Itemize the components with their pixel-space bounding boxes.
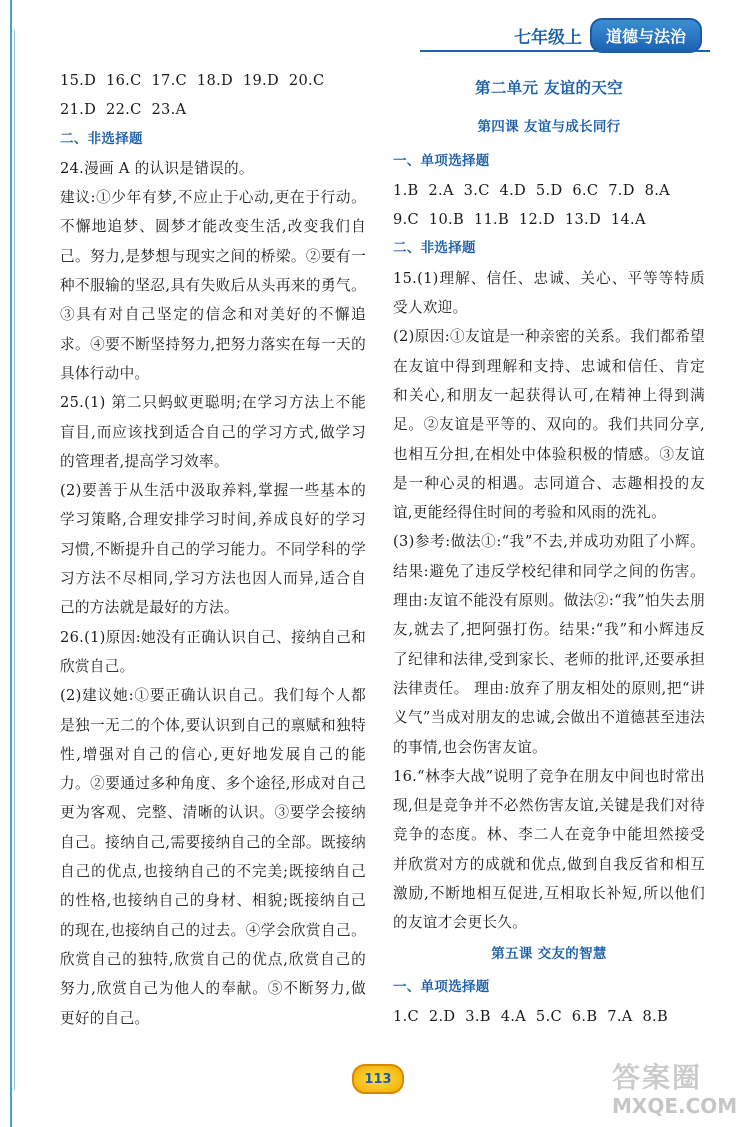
question-15-part3: (3)参考:做法①:“我”不去,并成功劝阻了小辉。结果:避免了违反学校纪律和同学之间的伤害。理由:友谊不能没有原则。做法②:“我”怕失去朋友,就去了,把阿强打伤。结果:“我”和小辉违反了纪律和法律,受到家长、老师的批评,还要承担法律责任。 理由:放弃了朋友相处的原则,把“讲义气”当成对朋友的忠诚,会做出不道德甚至违法的事情,也会伤害友谊。 xyxy=(393,533,705,756)
question-24-intro: 24.漫画 A 的认识是错误的。 xyxy=(60,159,254,177)
left-column xyxy=(60,66,366,1033)
question-24-body: 建议:①少年有梦,不应止于心动,更在于行动。不懈地追梦、圆梦才能改变生活,改变我们自己。努力,是梦想与现实之间的桥梁。②要有一种不服输的坚忍,具有失败后从头再来的勇气。③具有对自己坚定的信念和对美好的不懈追求。④要不断坚持努力,把努力落实在每一天的具体行动中。 xyxy=(60,189,366,382)
header-rule xyxy=(420,50,710,52)
lesson-5-title: 第五课 交友的智慧 xyxy=(491,945,607,962)
section-heading: 二、非选择题 xyxy=(60,130,143,147)
question-25-part1: 25.(1) 第二只蚂蚁更聪明;在学习方法上不能盲目,而应该找到适合自己的学习方式,做学习的管理者,提高学习效率。 xyxy=(60,394,366,470)
section-heading: 一、单项选择题 xyxy=(393,978,490,995)
subject-badge: 道德与法治 xyxy=(590,18,702,53)
lesson-4-title: 第四课 友谊与成长同行 xyxy=(477,119,621,136)
answer-row: 21.D 22.C 23.A xyxy=(60,101,187,119)
right-column xyxy=(393,66,705,1032)
question-15-part2: (2)原因:①友谊是一种亲密的关系。我们都希望在友谊中得到理解和支持、忠诚和信任、肯定和关心,和朋友一起获得认可,在精神上得到满足。②友谊是平等的、双向的。我们共同分享,也相互分担,在相处中体验积极的情感。③友谊是一种心灵的相遇。志同道合、志趣相投的友谊,更能经得住时间的考验和风雨的洗礼。 xyxy=(393,328,705,522)
question-26-part1: 26.(1)原因:她没有正确认识自己、接纳自己和欣赏自己。 xyxy=(60,628,366,675)
watermark-logo: 答案圈 xyxy=(612,1061,703,1094)
question-16: 16.“林李大战”说明了竞争在朋友中间也时常出现,但是竞争并不必然伤害友谊,关键是我们对待竞争的态度。林、李二人在竞争中能坦然接受并欣赏对方的成就和优点,做到自我反省和相互激励,不断地相互促进,互相取长补短,所以他们的友谊才会更长久。 xyxy=(393,767,705,932)
question-26-part2: (2)建议她:①要正确认识自己。我们每个人都是独一无二的个体,要认识到自己的禀赋和独特性,增强对自己的信心,更好地发展自己的能力。②要通过多种角度、多个途径,形成对自己更为客观、完整、清晰的认识。③要学会接纳自己。接纳自己,需要接纳自己的全部。既接纳自己的优点,也接纳自己的不完美;既接纳自己的性格,也接纳自己的身材、相貌;既接纳自己的现在,也接纳自己的过去。④学会欣赏自己。欣赏自己的独特,欣赏自己的优点,欣赏自己的努力,欣赏自己为他人的奉献。⑤不断努力,做更好的自己。 xyxy=(60,687,366,1027)
page-number-badge: 113 xyxy=(352,1064,404,1094)
grade-label: 七年级上 xyxy=(513,28,582,48)
question-15-part1: 15.(1)理解、信任、忠诚、关心、平等等特质受人欢迎。 xyxy=(393,269,705,317)
page-edge-line xyxy=(10,0,12,1127)
section-heading: 一、单项选择题 xyxy=(393,152,490,169)
watermark-url: MXQE.COM xyxy=(612,1094,738,1118)
page-header xyxy=(514,18,702,53)
unit-title: 第二单元 友谊的天空 xyxy=(475,79,623,97)
answer-row: 9.C 10.B 11.B 12.D 13.D 14.A xyxy=(393,211,646,229)
answer-row: 15.D 16.C 17.C 18.D 19.D 20.C xyxy=(60,72,325,89)
question-25-part2: (2)要善于从生活中汲取养料,掌握一些基本的学习策略,合理安排学习时间,养成良好的学习习惯,不断提升自己的学习能力。不同学科的学习方法不尽相同,学习方法也因人而异,适合自己的方法就是最好的方法。 xyxy=(60,482,366,617)
answer-row: 1.C 2.D 3.B 4.A 5.C 6.B 7.A 8.B xyxy=(393,1008,669,1026)
section-heading: 二、非选择题 xyxy=(393,240,476,257)
page-edge-line-inner xyxy=(14,30,15,1090)
answer-row: 1.B 2.A 3.C 4.D 5.D 6.C 7.D 8.A xyxy=(393,181,670,199)
